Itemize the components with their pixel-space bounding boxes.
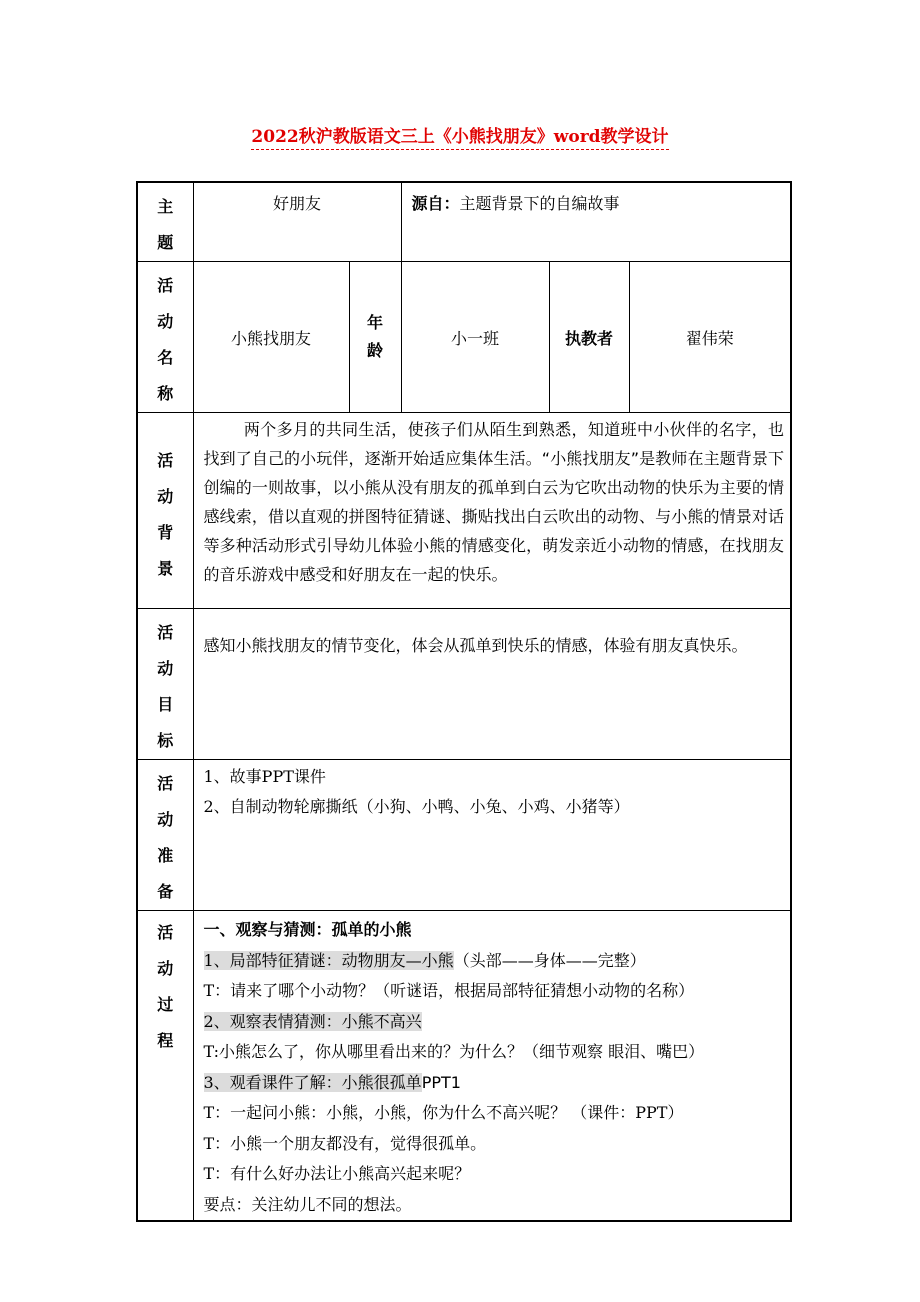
activity-name-value: 小熊找朋友 (193, 262, 349, 413)
lesson-plan-table (136, 181, 792, 1222)
prep-item: 2、自制动物轮廓撕纸（小狗、小鸭、小兔、小鸡、小猪等） (203, 797, 630, 816)
label-background: 活 动 背 景 (137, 413, 193, 609)
process-step-3: 3、观看课件了解：小熊很孤单PPT1 (203, 1072, 461, 1092)
label-age: 年 龄 (349, 262, 401, 413)
source-label: 源自： (411, 194, 460, 213)
background-text: 两个多月的共同生活，使孩子们从陌生到熟悉，知道班中小伙伴的名字，也找到了自己的小玩伴，逐渐开始适应集体生活。“小熊找朋友”是教师在主题背景下创编的一则故事，以小熊从没有朋友的孤单到白云为它吹出动物的快乐为主要的情感线索，借以直观的拼图特征猜谜、撕贴找出白云吹出的动物、与小熊的情景对话等多种活动形式引导幼儿体验小熊的情感变化，萌发亲近小动物的情感，在找朋友的音乐游戏中感受和好朋友在一起的快乐。 (193, 413, 791, 609)
label-theme: 主 题 (137, 182, 193, 262)
age-value: 小一班 (401, 262, 549, 413)
label-process: 活 动 过 程 (137, 911, 193, 1222)
prep-item: 1、故事PPT课件 (203, 767, 326, 786)
process-content (193, 911, 791, 1222)
row-preparation (137, 760, 791, 911)
process-line: T：请来了哪个小动物？（听谜语，根据局部特征猜想小动物的名称） (203, 981, 695, 1000)
row-background (137, 413, 791, 609)
label-goal: 活 动 目 标 (137, 609, 193, 760)
process-heading: 一、观察与猜测：孤单的小熊 (203, 920, 412, 939)
source-value: 主题背景下的自编故事 (459, 194, 620, 213)
process-step-2: 2、观察表情猜测：小熊不高兴 (203, 1011, 422, 1031)
row-activity-name (137, 262, 791, 413)
process-line: T：小熊一个朋友都没有，觉得很孤单。 (203, 1133, 487, 1153)
row-theme (137, 182, 791, 262)
label-teacher: 执教者 (549, 262, 629, 413)
process-key-point: 要点：关注幼儿不同的想法。 (203, 1194, 412, 1214)
process-step-1: 1、局部特征猜谜：动物朋友—小熊（头部——身体——完整） (203, 950, 646, 970)
document-title: 2022秋沪教版语文三上《小熊找朋友》word教学设计 (0, 122, 920, 147)
label-preparation: 活 动 准 备 (137, 760, 193, 911)
row-process (137, 911, 791, 1222)
label-activity-name: 活 动 名 称 (137, 262, 193, 413)
process-line: T:小熊怎么了，你从哪里看出来的？为什么？（细节观察 眼泪、嘴巴） (203, 1042, 705, 1061)
teacher-value: 翟伟荣 (629, 262, 791, 413)
theme-source (401, 182, 791, 262)
process-line: T：一起问小熊：小熊，小熊，你为什么不高兴呢？ （课件：PPT） (203, 1103, 684, 1122)
goal-text: 感知小熊找朋友的情节变化，体会从孤单到快乐的情感，体验有朋友真快乐。 (193, 609, 791, 760)
theme-value: 好朋友 (193, 182, 401, 262)
process-line: T：有什么好办法让小熊高兴起来呢？ (203, 1164, 471, 1183)
row-goal (137, 609, 791, 760)
preparation-list (193, 760, 791, 911)
